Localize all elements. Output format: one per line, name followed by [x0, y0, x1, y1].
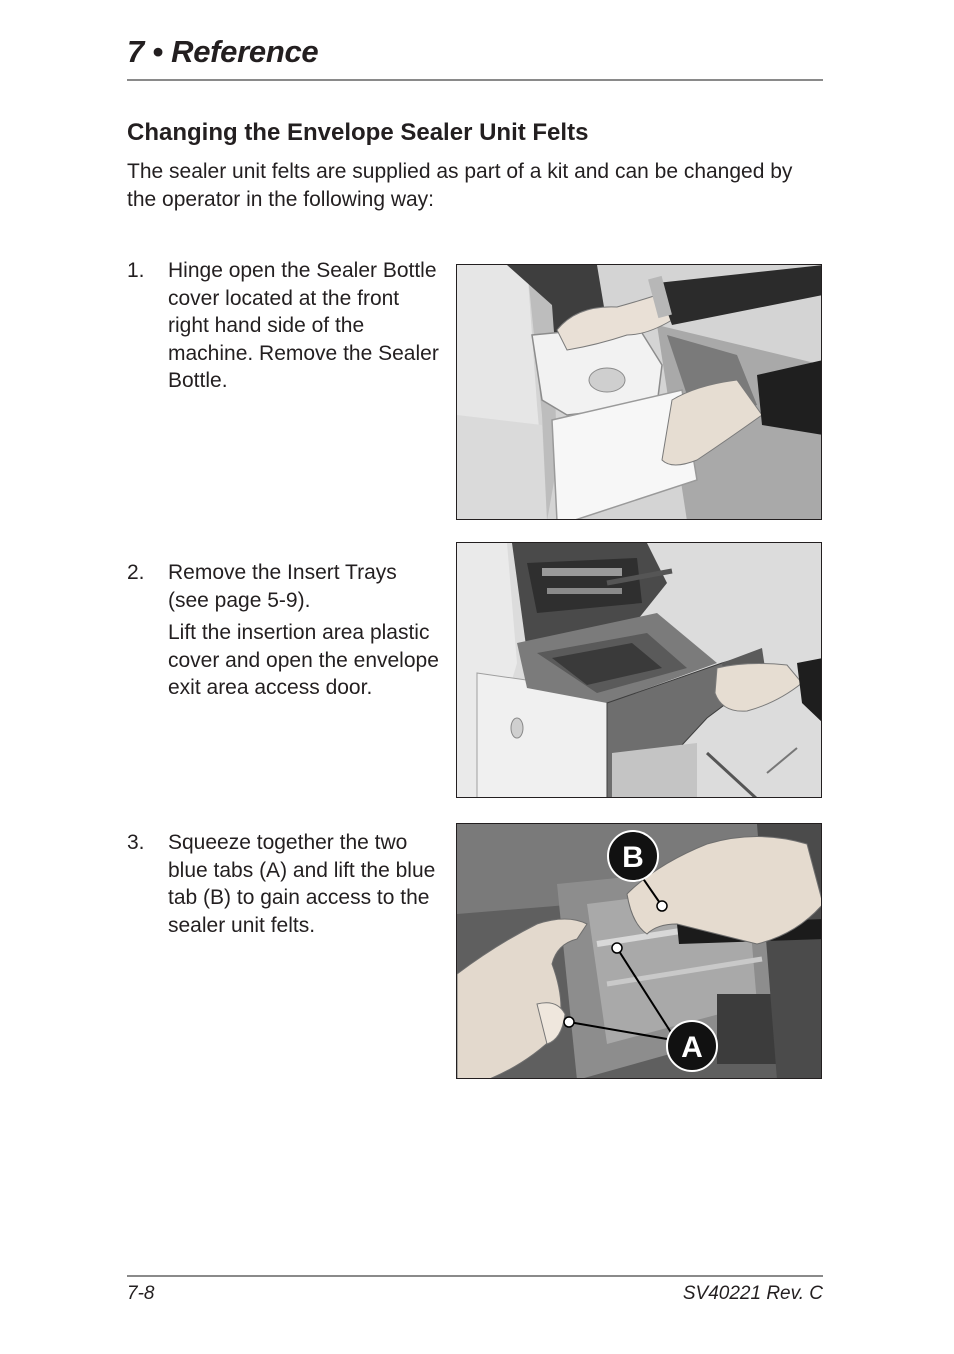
step-number: 2. [127, 561, 145, 584]
step-body [168, 559, 442, 702]
callout-a [667, 1021, 717, 1071]
step-text: Hinge open the Sealer Bottle cover located at the front right hand side of the machine. Remove the Sealer Bottle. [168, 259, 439, 392]
step-body [168, 257, 442, 395]
photo-sealer-felts [456, 823, 822, 1079]
step-body [168, 829, 442, 939]
intro-paragraph: The sealer unit felts are supplied as part of a kit and can be changed by the operator in the following way: [127, 160, 793, 211]
photo-insertion-area [456, 542, 822, 798]
document-id: SV40221 Rev. C [682, 1283, 823, 1304]
step-text: Squeeze together the two blue tabs (A) and lift the blue tab (B) to gain access to the sealer unit felts. [168, 831, 436, 937]
callout-b-label: B [622, 841, 644, 874]
callout-a-label: A [681, 1031, 703, 1064]
step-text: Lift the insertion area plastic cover and open the envelope exit area access door. [168, 621, 439, 699]
step-3 [127, 829, 442, 939]
chapter-title: 7 • Reference [127, 34, 319, 69]
callout-b [608, 831, 658, 881]
step-number: 1. [127, 259, 145, 282]
step-1 [127, 257, 442, 395]
step-2 [127, 559, 442, 702]
footer-rule [127, 1275, 823, 1277]
step-number: 3. [127, 831, 145, 854]
photo-sealer-bottle [456, 264, 822, 520]
section-heading: Changing the Envelope Sealer Unit Felts [127, 119, 589, 146]
page-number: 7-8 [127, 1283, 155, 1304]
step-text: Remove the Insert Trays (see page 5-9). [168, 561, 397, 612]
header-rule [127, 79, 823, 81]
